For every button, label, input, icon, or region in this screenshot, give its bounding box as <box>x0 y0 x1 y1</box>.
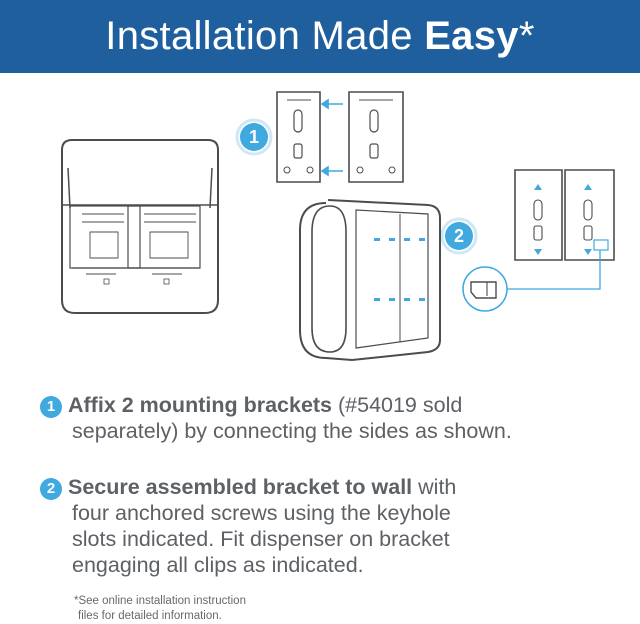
footnote-line2: files for detailed information. <box>78 610 222 622</box>
footnote-line1: *See online installation instruction <box>74 595 246 607</box>
step-1-bold: Affix 2 mounting brackets <box>68 393 333 417</box>
step-2-badge: 2 <box>40 478 62 500</box>
callout-1-text: 1 <box>248 127 260 147</box>
callout-2-badge <box>442 219 476 253</box>
step-1-badge: 1 <box>40 396 62 418</box>
step-1 <box>40 392 620 444</box>
clip-detail-callout <box>463 250 600 311</box>
step-2-line4: engaging all clips as indicated. <box>72 553 364 577</box>
step-1-line2: separately) by connecting the sides as shown. <box>72 419 512 443</box>
bracket-arrows <box>322 100 343 175</box>
assembled-bracket-illustration <box>515 170 614 260</box>
step-2-bold: Secure assembled bracket to wall <box>68 475 413 499</box>
dispenser-front-illustration <box>62 140 218 313</box>
step-2-rest: with <box>412 475 457 499</box>
header-title-star: * <box>518 14 535 58</box>
header-title-bold: Easy <box>424 14 519 58</box>
dispenser-on-bracket-illustration <box>300 200 440 360</box>
step-2-line3: slots indicated. Fit dispenser on bracket <box>72 527 450 551</box>
page-header <box>0 0 640 73</box>
keyhole-markers <box>534 184 592 255</box>
footnote <box>74 594 246 624</box>
step-2 <box>40 474 620 578</box>
step-2-line2: four anchored screws using the keyhole <box>72 501 451 525</box>
mounting-brackets-pair <box>277 92 403 182</box>
callout-1-badge <box>237 120 271 154</box>
callout-2-text: 2 <box>453 226 465 246</box>
installation-diagram <box>0 73 640 373</box>
step-1-rest: (#54019 sold <box>332 393 463 417</box>
header-title-light: Installation Made <box>105 14 425 58</box>
